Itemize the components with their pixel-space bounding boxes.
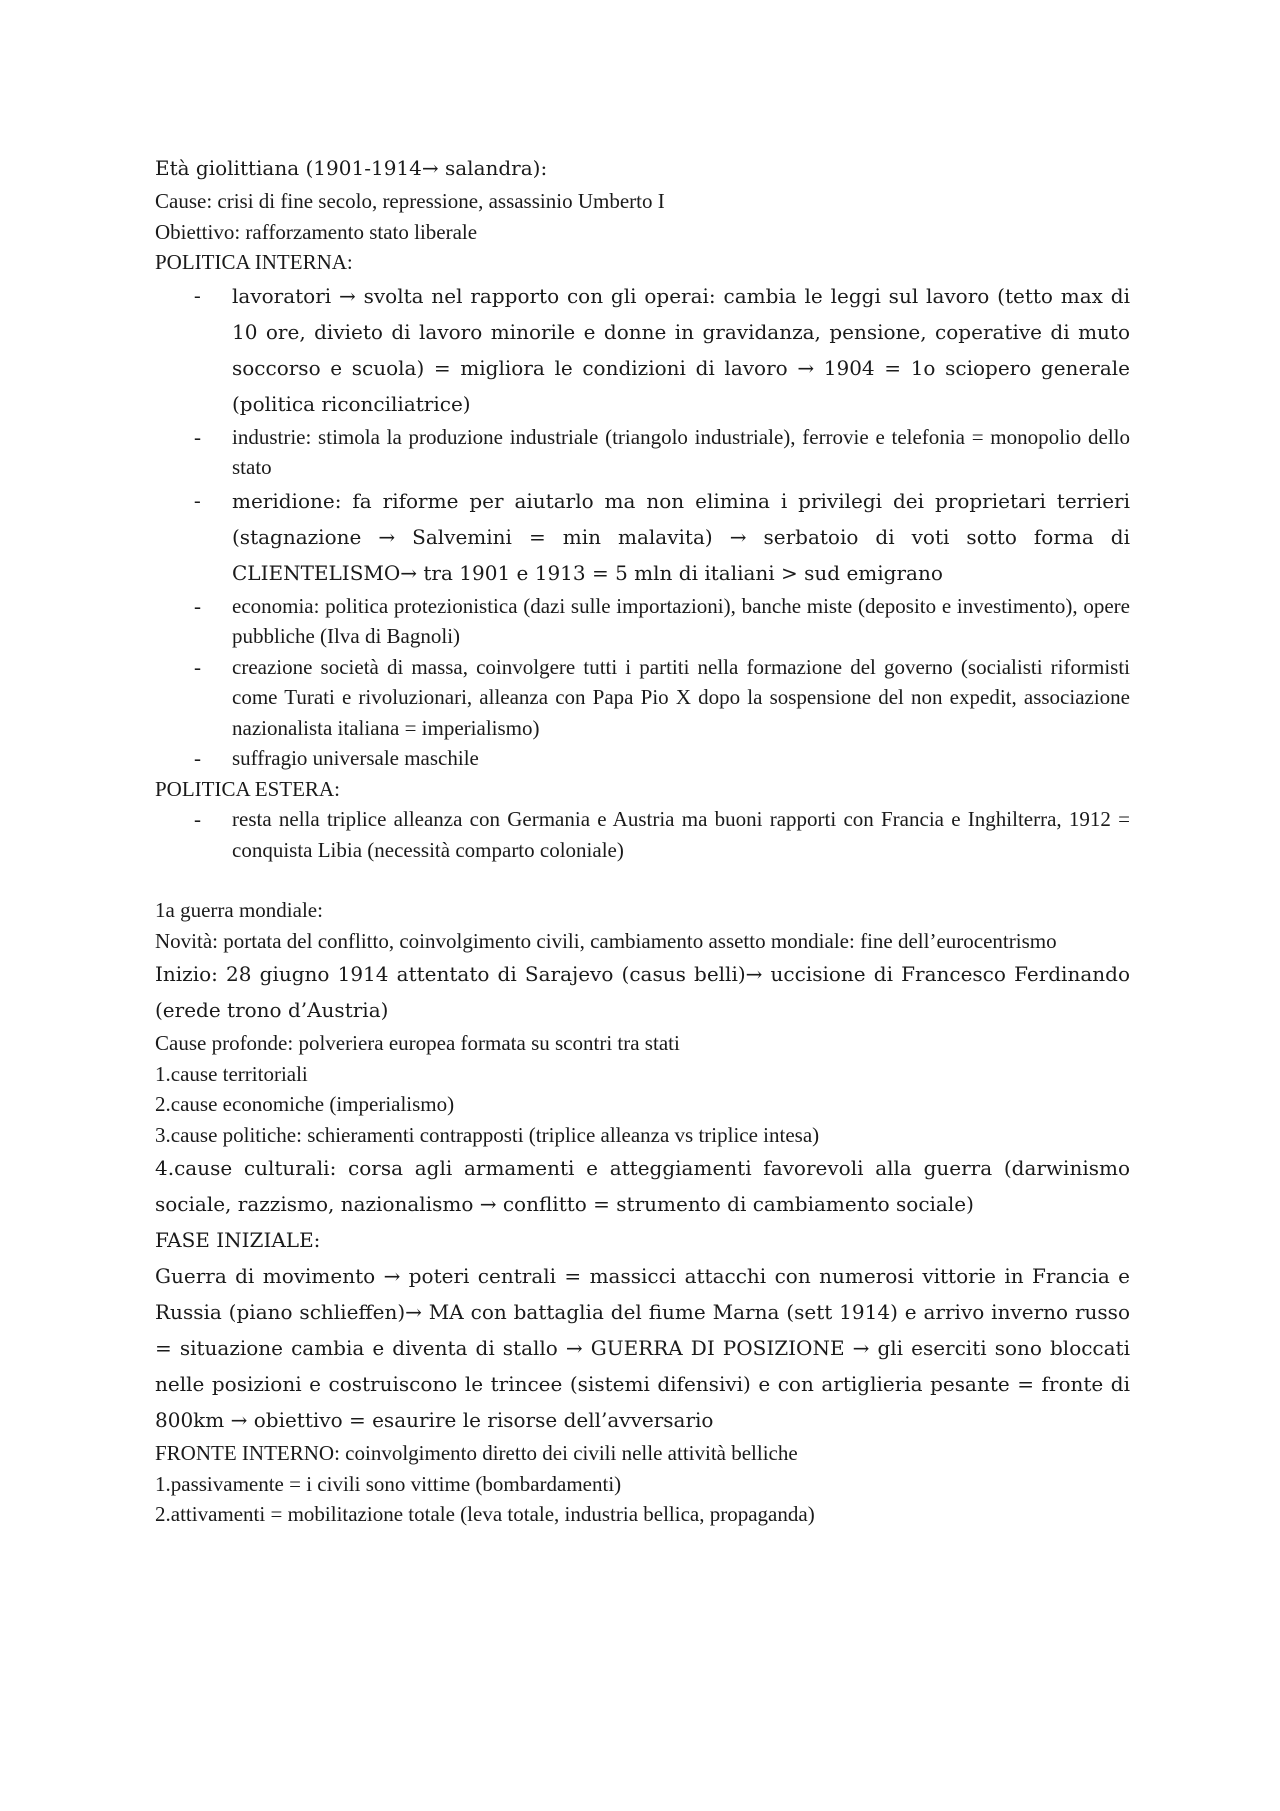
- section-spacer: [155, 865, 1130, 895]
- fase-iniziale-text: Guerra di movimento → poteri centrali = massicci attacchi con numerosi vittorie in Francia e Russia (piano schlieffen)→ MA con battaglia del fiume Marna (sett 1914) e arrivo inverno russo = situazione cambia e diventa di stallo → GUERRA DI POSIZIONE → gli eserciti sono bloccati nelle posizioni e costruiscono le trincee (sistemi difensivi) e con artiglieria pesante = fronte di 800km → obiettivo = esaurire le risorse dell’avversario: [155, 1264, 1130, 1432]
- list-item: - suffragio universale maschile: [232, 743, 1130, 774]
- fronte-item: 1.passivamente = i civili sono vittime (bombardamenti): [155, 1471, 622, 1496]
- fronte-interno: FRONTE INTERNO: coinvolgimento diretto dei civili nelle attività belliche: [155, 1441, 798, 1465]
- politica-estera-list: [155, 804, 1130, 865]
- giolitti-cause: Cause: crisi di fine secolo, repressione, assassinio Umberto I: [155, 189, 665, 213]
- fronte-item: 2.attivamenti = mobilitazione totale (leva totale, industria bellica, propaganda): [155, 1502, 815, 1526]
- list-item: - lavoratori → svolta nel rapporto con gli operai: cambia le leggi sul lavoro (tetto max di 10 ore, divieto di lavoro minorile e donne in gravidanza, pensione, coperative di muto soccorso e scuola) = migliora le condizioni di lavoro → 1904 = 1o sciopero generale (politica riconciliatrice): [232, 278, 1130, 422]
- document-page: [155, 150, 1130, 1530]
- politica-estera-heading: POLITICA ESTERA:: [155, 776, 340, 801]
- cause-item: 1.cause territoriali: [155, 1061, 308, 1086]
- cause-item: 2.cause economiche (imperialismo): [155, 1092, 455, 1116]
- list-item: - resta nella triplice alleanza con Germania e Austria ma buoni rapporti con Francia e Inghilterra, 1912 = conquista Libia (necessità comparto coloniale): [232, 804, 1130, 865]
- cause-profonde: Cause profonde: polveriera europea formata su scontri tra stati: [155, 1031, 680, 1055]
- fase-iniziale-heading: FASE INIZIALE:: [155, 1228, 321, 1252]
- guerra-inizio: Inizio: 28 giugno 1914 attentato di Sarajevo (casus belli)→ uccisione di Francesco Ferdinando (erede trono d’Austria): [155, 962, 1130, 1022]
- cause-item: 4.cause culturali: corsa agli armamenti e atteggiamenti favorevoli alla guerra (darwinismo sociale, razzismo, nazionalismo → conflitto = strumento di cambiamento sociale): [155, 1156, 1130, 1216]
- cause-item: 3.cause politiche: schieramenti contrapposti (triplice alleanza vs triplice intesa): [155, 1122, 820, 1147]
- list-item: - meridione: fa riforme per aiutarlo ma non elimina i privilegi dei proprietari terrieri (stagnazione → Salvemini = min malavita) → serbatoio di voti sotto forma di CLIENTELISMO→ tra 1901 e 1913 = 5 mln di italiani > sud emigrano: [232, 483, 1130, 591]
- section-title-guerra: 1a guerra mondiale:: [155, 898, 323, 922]
- politica-interna-list: [155, 278, 1130, 774]
- politica-interna-heading: POLITICA INTERNA:: [155, 250, 353, 274]
- list-item: - industrie: stimola la produzione industriale (triangolo industriale), ferrovie e telefonia = monopolio dello stato: [232, 422, 1130, 483]
- section-title-giolitti: Età giolittiana (1901-1914→ salandra):: [155, 156, 548, 180]
- giolitti-obiettivo: Obiettivo: rafforzamento stato liberale: [155, 219, 478, 244]
- list-item: - creazione società di massa, coinvolgere tutti i partiti nella formazione del governo (socialisti riformisti come Turati e rivoluzionari, alleanza con Papa Pio X dopo la sospensione del non expedit, associazione nazionalista italiana = imperialismo): [232, 652, 1130, 744]
- list-item: - economia: politica protezionistica (dazi sulle importazioni), banche miste (deposito e investimento), opere pubbliche (Ilva di Bagnoli): [232, 591, 1130, 652]
- guerra-novita: Novità: portata del conflitto, coinvolgimento civili, cambiamento assetto mondiale: fine dell’eurocentrismo: [155, 928, 1057, 953]
